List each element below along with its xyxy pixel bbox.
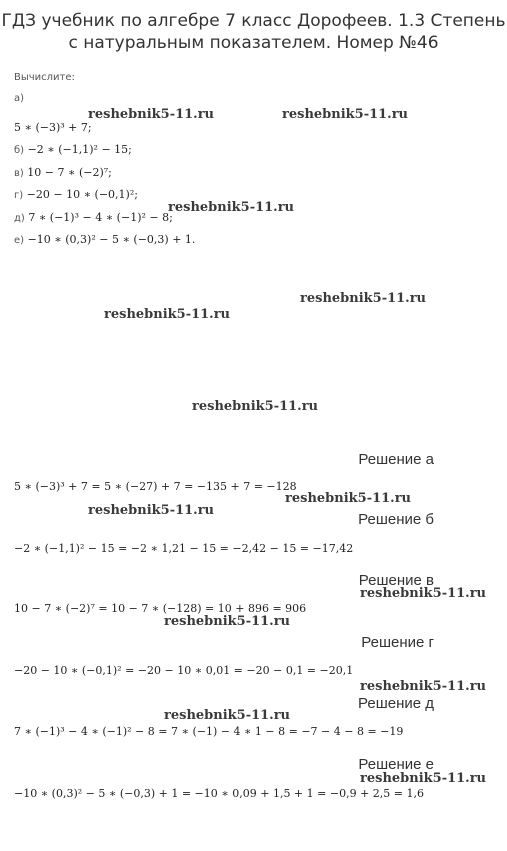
task-a-label: а): [14, 93, 25, 104]
watermark: reshebnik5-11.ru: [360, 586, 487, 601]
solution-b-text: −2 ∗ (−1,1)² − 15 = −2 ∗ 1,21 − 15 = −2,42 − 15 = −17,42: [14, 542, 354, 555]
watermark: reshebnik5-11.ru: [88, 107, 215, 122]
task-c-label: в): [14, 168, 24, 179]
watermark: reshebnik5-11.ru: [88, 503, 215, 518]
task-a-expr-text: 5 ∗ (−3)³ + 7;: [14, 121, 92, 134]
solution-e-heading: Решение д: [358, 695, 434, 712]
watermark: reshebnik5-11.ru: [360, 771, 487, 786]
solution-a-heading: Решение а: [358, 451, 434, 468]
task-f-label: е): [14, 235, 25, 246]
watermark: reshebnik5-11.ru: [164, 614, 291, 629]
task-f-expr-text: −10 ∗ (0,3)² − 5 ∗ (−0,3) + 1.: [27, 233, 196, 246]
solution-f-text: −10 ∗ (0,3)² − 5 ∗ (−0,3) + 1 = −10 ∗ 0,09 + 1,5 + 1 = −0,9 + 2,5 = 1,6: [14, 787, 424, 800]
solution-e-text: 7 ∗ (−1)³ − 4 ∗ (−1)² − 8 = 7 ∗ (−1) − 4 ∗ 1 − 8 = −7 − 4 − 8 = −19: [14, 725, 404, 738]
solution-b-heading: Решение б: [358, 511, 434, 528]
watermark: reshebnik5-11.ru: [164, 708, 291, 723]
task-d-line: [14, 188, 138, 201]
watermark: reshebnik5-11.ru: [104, 307, 231, 322]
solution-c-heading: Решение в: [358, 572, 434, 589]
task-a-expression: [14, 121, 92, 134]
task-f-line: [14, 233, 195, 246]
solution-f-heading: Решение е: [358, 756, 434, 773]
task-c-expr-text: 10 − 7 ∗ (−2)⁷;: [27, 166, 112, 179]
page-title: ГДЗ учебник по алгебре 7 класс Дорофеев. 1.3 Степень с натуральным показателем. Номер №46: [1, 11, 506, 53]
task-e-line: [14, 211, 173, 224]
solution-a-text: 5 ∗ (−3)³ + 7 = 5 ∗ (−27) + 7 = −135 + 7 = −128: [14, 480, 297, 493]
watermark: reshebnik5-11.ru: [360, 679, 487, 694]
task-intro: Вычислите:: [14, 72, 75, 83]
watermark: reshebnik5-11.ru: [285, 491, 412, 506]
task-d-label: г): [14, 190, 24, 201]
task-b-label: б): [14, 145, 25, 156]
task-b-expr-text: −2 ∗ (−1,1)² − 15;: [27, 143, 132, 156]
solution-d-text: −20 − 10 ∗ (−0,1)² = −20 − 10 ∗ 0,01 = −20 − 0,1 = −20,1: [14, 664, 354, 677]
task-c-line: [14, 166, 112, 179]
task-d-expr-text: −20 − 10 ∗ (−0,1)²;: [26, 188, 138, 201]
task-e-label: д): [14, 213, 25, 224]
watermark: reshebnik5-11.ru: [192, 399, 319, 414]
task-b-line: [14, 143, 132, 156]
solution-c-text: 10 − 7 ∗ (−2)⁷ = 10 − 7 ∗ (−128) = 10 + 896 = 906: [14, 602, 307, 615]
watermark: reshebnik5-11.ru: [168, 200, 295, 215]
watermark: reshebnik5-11.ru: [300, 291, 427, 306]
task-e-expr-text: 7 ∗ (−1)³ − 4 ∗ (−1)² − 8;: [28, 211, 173, 224]
solution-d-heading: Решение г: [361, 634, 434, 651]
watermark: reshebnik5-11.ru: [282, 107, 409, 122]
